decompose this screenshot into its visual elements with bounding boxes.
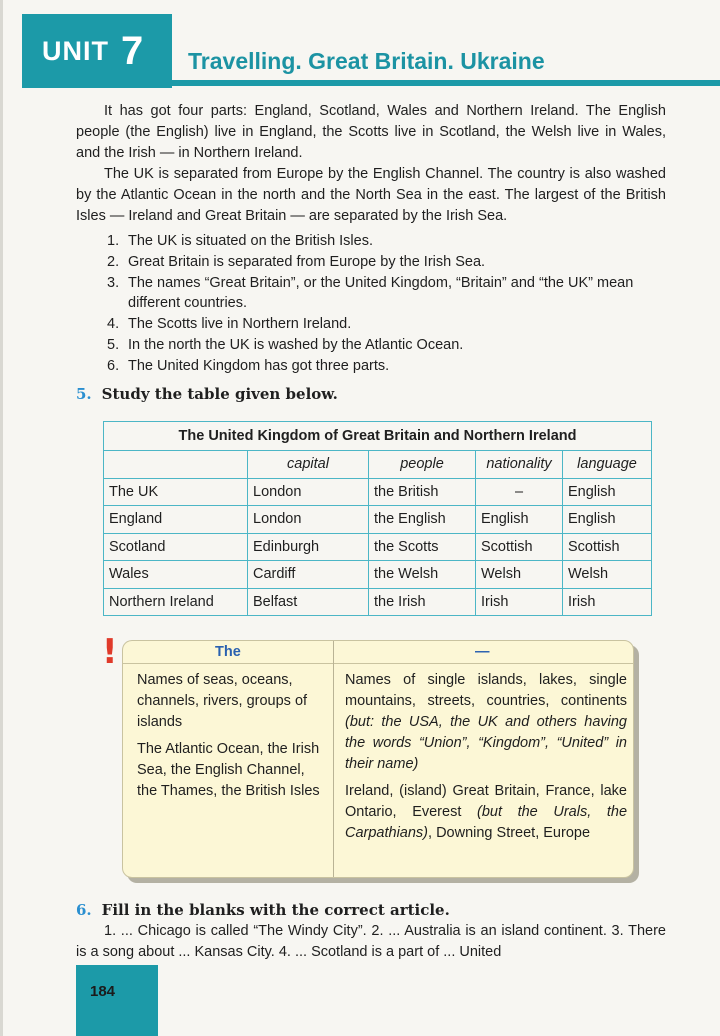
table-cell: Scottish: [563, 533, 652, 561]
rule-left-text: Names of seas, oceans, channels, rivers, groups of islands: [137, 672, 308, 730]
table-row: [104, 478, 652, 506]
uk-table: [103, 421, 652, 616]
unit-number: 7: [121, 28, 144, 73]
table-cell: Welsh: [476, 561, 563, 589]
unit-title: Travelling. Great Britain. Ukraine: [188, 48, 545, 74]
table-title: The United Kingdom of Great Britain and Northern Ireland: [104, 422, 652, 451]
exercise-instruction: Study the table given below.: [101, 385, 338, 403]
column-divider: [333, 641, 334, 877]
page-number: 184: [90, 983, 116, 1000]
table-cell: the Scotts: [369, 533, 476, 561]
exercise-number: 5.: [76, 385, 92, 403]
table-row: [104, 506, 652, 534]
list-item: 4. The Scotts live in Northern Ireland.: [107, 316, 352, 333]
statement-list: [107, 231, 667, 377]
table-header-cell: nationality: [476, 451, 563, 479]
rule-header-no-article: —: [475, 644, 490, 660]
table-row: [104, 533, 652, 561]
table-cell: Welsh: [563, 561, 652, 589]
table-cell: Cardiff: [248, 561, 369, 589]
article-rule-box: [122, 640, 634, 878]
table-cell: English: [563, 478, 652, 506]
table-cell: Belfast: [248, 588, 369, 616]
table-cell: the British: [369, 478, 476, 506]
intro-paragraph-1: It has got four parts: England, Scotland, Wales and Northern Ireland. The English people (the English) live in England, the Scotts live in Scotland, the Welsh live in Wales, and the Irish — in Northern Ireland.: [76, 103, 666, 161]
rule-header-the: The: [215, 644, 241, 660]
table-cell: the Irish: [369, 588, 476, 616]
table-header-cell: [104, 451, 248, 479]
table-header-cell: language: [563, 451, 652, 479]
table-cell: Scottish: [476, 533, 563, 561]
table-header-cell: people: [369, 451, 476, 479]
table-cell: London: [248, 478, 369, 506]
table-cell: the Welsh: [369, 561, 476, 589]
table-cell: Wales: [104, 561, 248, 589]
table-cell: England: [104, 506, 248, 534]
exercise-6-heading: [76, 901, 450, 919]
unit-word: UNIT: [42, 35, 109, 66]
table-cell: Irish: [476, 588, 563, 616]
table-cell: Northern Ireland: [104, 588, 248, 616]
table-cell: –: [476, 478, 563, 506]
table-cell: English: [563, 506, 652, 534]
list-item: 3. The names “Great Britain”, or the United Kingdom, “Britain” and “the UK” mean different countries.: [107, 274, 634, 312]
table-header-cell: capital: [248, 451, 369, 479]
table-cell: Edinburgh: [248, 533, 369, 561]
intro-paragraph-2: The UK is separated from Europe by the English Channel. The country is also washed by the Atlantic Ocean in the north and the North Sea in the east. The largest of the British Isles — Ireland and Great Britain — are separated by the Irish Sea.: [76, 166, 666, 224]
table-cell: Scotland: [104, 533, 248, 561]
table-cell: English: [476, 506, 563, 534]
table-cell: London: [248, 506, 369, 534]
rule-right-text: Names of single islands, lakes, single mountains, streets, countries, continents (but: the USA, the UK and others having the words “Union”, “Kingdom”, “United” in their name): [345, 672, 627, 772]
table-cell: the English: [369, 506, 476, 534]
list-item: 6. The United Kingdom has got three parts.: [107, 357, 390, 374]
rule-header: [123, 641, 633, 664]
list-item: 2. Great Britain is separated from Europe by the Irish Sea.: [107, 253, 486, 270]
table-cell: The UK: [104, 478, 248, 506]
rule-left-examples: The Atlantic Ocean, the Irish Sea, the English Channel, the Thames, the British Isles: [137, 741, 320, 799]
page-number-tab: [76, 965, 158, 1036]
title-underline: [172, 80, 720, 86]
table-row: [104, 588, 652, 616]
exercise-number: 6.: [76, 901, 92, 919]
table-cell: Irish: [563, 588, 652, 616]
list-item: 5. In the north the UK is washed by the Atlantic Ocean.: [107, 336, 464, 353]
table-row: [104, 561, 652, 589]
unit-badge: [22, 14, 172, 88]
exercise-5-heading: [76, 385, 338, 403]
list-item: 1. The UK is situated on the British Isles.: [107, 233, 373, 249]
rule-right-examples: Ireland, (island) Great Britain, France, lake Ontario, Everest (but the Urals, the Carpathians), Downing Street, Europe: [345, 783, 628, 841]
exercise-instruction: Fill in the blanks with the correct article.: [101, 901, 450, 919]
page-edge: [0, 0, 3, 1036]
table-header-row: [104, 451, 652, 479]
exercise-6-text: 1. ... Chicago is called “The Windy City”. 2. ... Australia is an island continent. 3. There is a song about ... Kansas City. 4. ... Scotland is a part of ... United: [76, 923, 666, 960]
attention-icon: !: [102, 632, 118, 672]
